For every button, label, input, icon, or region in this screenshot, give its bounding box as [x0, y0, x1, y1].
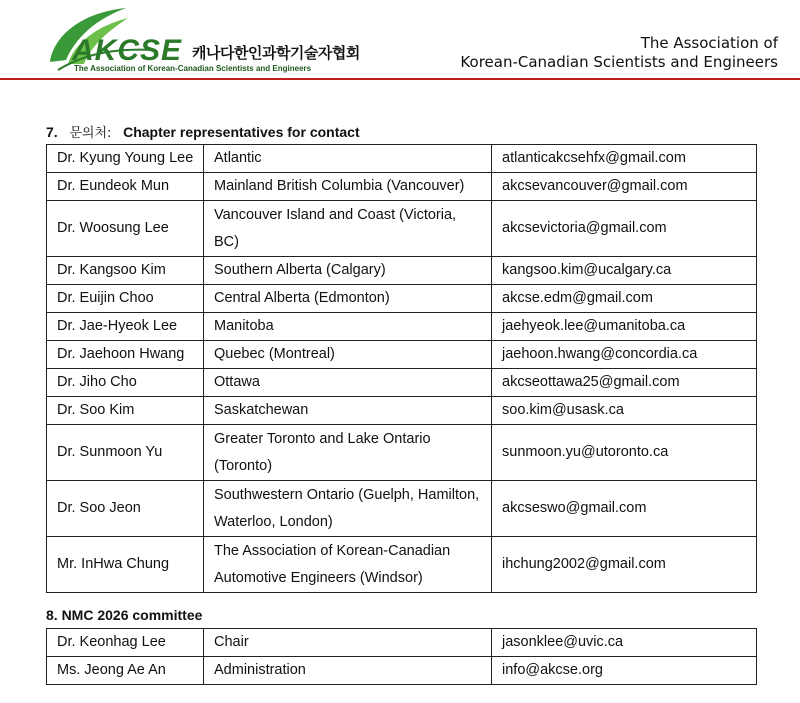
contact-name-cell: Mr. InHwa Chung [47, 537, 204, 593]
contact-name-cell: Dr. Jae-Hyeok Lee [47, 313, 204, 341]
table-row [47, 145, 757, 173]
table-row [47, 257, 757, 285]
email-cell[interactable]: akcseottawa25@gmail.com [492, 369, 757, 397]
region-cell: Quebec (Montreal) [204, 341, 492, 369]
email-cell[interactable]: info@akcse.org [492, 657, 757, 685]
contact-name-cell: Dr. Kyung Young Lee [47, 145, 204, 173]
contact-name-cell: Dr. Sunmoon Yu [47, 425, 204, 481]
region-cell: Vancouver Island and Coast (Victoria, BC) [204, 201, 492, 257]
region-cell: Ottawa [204, 369, 492, 397]
chapter-contacts-table [46, 144, 757, 593]
table-row [47, 369, 757, 397]
akcse-logo [44, 4, 360, 76]
contact-name-cell: Dr. Woosung Lee [47, 201, 204, 257]
contact-name-cell: Dr. Jiho Cho [47, 369, 204, 397]
email-cell[interactable]: atlanticakcsehfx@gmail.com [492, 145, 757, 173]
table-row [47, 629, 757, 657]
table-row [47, 657, 757, 685]
section-7-korean-label: 문의처: [69, 126, 112, 141]
region-cell: Southern Alberta (Calgary) [204, 257, 492, 285]
logo-subtitle: The Association of Korean-Canadian Scientists and Engineers [74, 64, 312, 73]
contact-name-cell: Dr. Keonhag Lee [47, 629, 204, 657]
org-name-line2: Korean-Canadian Scientists and Engineers [460, 53, 778, 71]
contact-name-cell: Dr. Kangsoo Kim [47, 257, 204, 285]
section-7-title: Chapter representatives for contact [123, 124, 360, 140]
table-row [47, 397, 757, 425]
logo-wordmark: AKCSE [72, 34, 183, 67]
email-cell[interactable]: jasonklee@uvic.ca [492, 629, 757, 657]
section-7-number: 7. [46, 124, 58, 140]
region-cell: The Association of Korean-Canadian Automotive Engineers (Windsor) [204, 537, 492, 593]
header-rule [0, 78, 800, 80]
table-row [47, 341, 757, 369]
email-cell[interactable]: akcse.edm@gmail.com [492, 285, 757, 313]
table-row [47, 201, 757, 257]
contact-name-cell: Dr. Soo Kim [47, 397, 204, 425]
org-name-line1: The Association of [640, 34, 778, 52]
email-cell[interactable]: sunmoon.yu@utoronto.ca [492, 425, 757, 481]
contact-name-cell: Ms. Jeong Ae An [47, 657, 204, 685]
region-cell: Chair [204, 629, 492, 657]
table-row [47, 481, 757, 537]
logo-korean-name: 캐나다한인과학기술자협회 [192, 44, 360, 62]
region-cell: Greater Toronto and Lake Ontario (Toronto) [204, 425, 492, 481]
region-cell: Mainland British Columbia (Vancouver) [204, 173, 492, 201]
table-row [47, 313, 757, 341]
email-cell[interactable]: akcsevancouver@gmail.com [492, 173, 757, 201]
region-cell: Central Alberta (Edmonton) [204, 285, 492, 313]
committee-table [46, 628, 757, 685]
email-cell[interactable]: ihchung2002@gmail.com [492, 537, 757, 593]
region-cell: Saskatchewan [204, 397, 492, 425]
page-header [0, 0, 800, 80]
contact-name-cell: Dr. Jaehoon Hwang [47, 341, 204, 369]
organization-name [460, 34, 778, 72]
region-cell: Manitoba [204, 313, 492, 341]
contact-name-cell: Dr. Soo Jeon [47, 481, 204, 537]
section-8-heading: 8. NMC 2026 committee [46, 607, 203, 623]
contact-name-cell: Dr. Eundeok Mun [47, 173, 204, 201]
email-cell[interactable]: akcsevictoria@gmail.com [492, 201, 757, 257]
email-cell[interactable]: akcseswo@gmail.com [492, 481, 757, 537]
email-cell[interactable]: jaehyeok.lee@umanitoba.ca [492, 313, 757, 341]
region-cell: Atlantic [204, 145, 492, 173]
region-cell: Southwestern Ontario (Guelph, Hamilton, Waterloo, London) [204, 481, 492, 537]
table-row [47, 425, 757, 481]
contact-name-cell: Dr. Euijin Choo [47, 285, 204, 313]
email-cell[interactable]: kangsoo.kim@ucalgary.ca [492, 257, 757, 285]
email-cell[interactable]: jaehoon.hwang@concordia.ca [492, 341, 757, 369]
section-7-heading [46, 122, 360, 141]
email-cell[interactable]: soo.kim@usask.ca [492, 397, 757, 425]
table-row [47, 537, 757, 593]
region-cell: Administration [204, 657, 492, 685]
table-row [47, 285, 757, 313]
table-row [47, 173, 757, 201]
